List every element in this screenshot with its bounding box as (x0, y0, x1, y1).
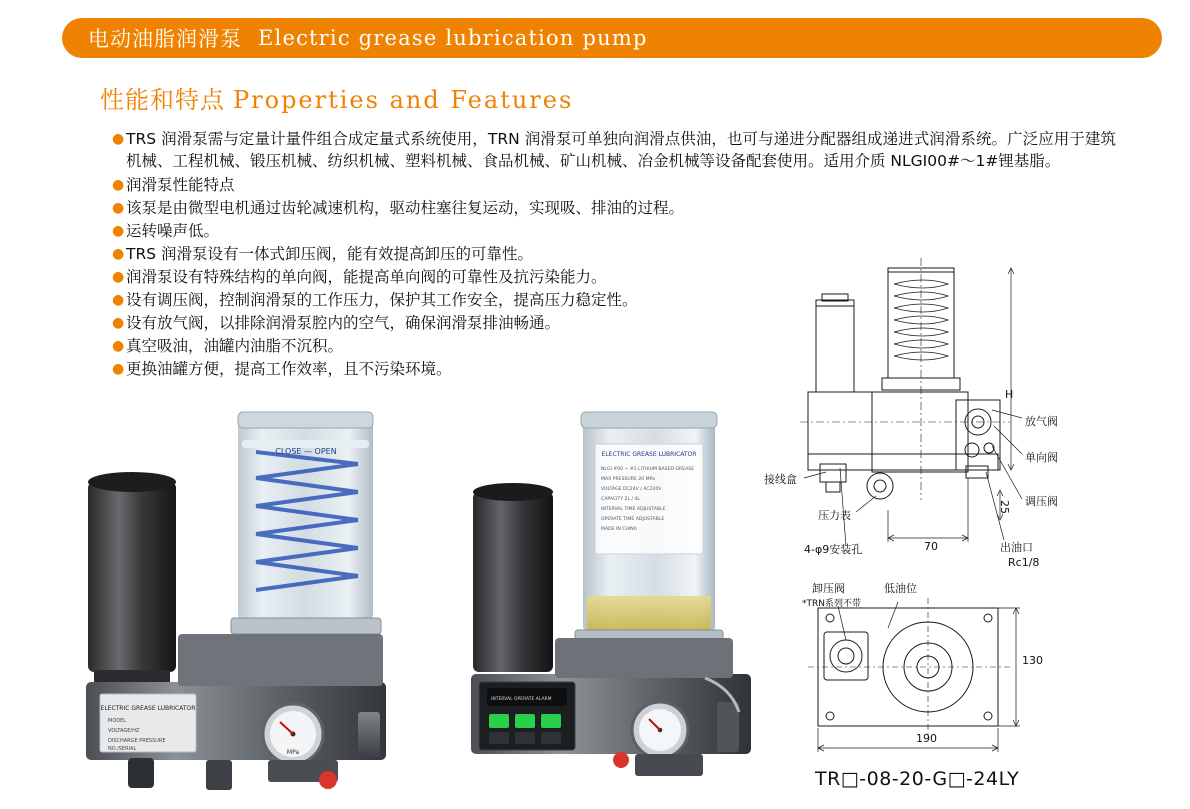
product-photo-trs (28, 382, 448, 792)
product-photo-trn (455, 382, 785, 792)
callout-thread-spec: Rc1/8 (1008, 556, 1040, 569)
svg-text:NO./SERIAL: NO./SERIAL (108, 746, 137, 752)
dimension-h: H (1005, 388, 1014, 401)
svg-text:INTERVAL OPERATE ALARM: INTERVAL OPERATE ALARM (491, 697, 552, 702)
bullet-icon: ● (112, 223, 125, 239)
list-item (96, 197, 1116, 219)
section-heading (100, 80, 573, 115)
svg-text:MADE IN CHINA: MADE IN CHINA (601, 527, 637, 532)
svg-text:MPa: MPa (286, 749, 300, 756)
header-title-english: Electric grease lubrication pump (258, 26, 648, 50)
list-item-label: 润滑泵性能特点 (126, 176, 235, 194)
dimension-190: 190 (916, 732, 937, 745)
svg-text:MAX PRESSURE 20 MPa: MAX PRESSURE 20 MPa (601, 477, 655, 482)
svg-text:CAPACITY 2L / 4L: CAPACITY 2L / 4L (601, 497, 640, 502)
list-item-label: 设有放气阀，以排除润滑泵腔内的空气，确保润滑泵排油畅通。 (126, 314, 561, 332)
bullet-icon: ● (112, 315, 125, 331)
list-item (96, 174, 1116, 196)
dimension-130: 130 (1022, 654, 1043, 667)
list-item-label: 更换油罐方便，提高工作效率，且不污染环境。 (126, 360, 452, 378)
bullet-icon: ● (112, 292, 125, 308)
model-code-label: TR□-08-20-G□-24LY (815, 768, 1020, 790)
svg-text:DISCHARGE PRESSURE: DISCHARGE PRESSURE (108, 738, 166, 744)
list-item-label: 设有调压阀，控制润滑泵的工作压力，保护其工作安全，提高压力稳定性。 (126, 291, 638, 309)
list-item-label: 运转噪声低。 (126, 222, 220, 240)
list-item-label: TRS 润滑泵设有一体式卸压阀，能有效提高卸压的可靠性。 (126, 245, 534, 263)
svg-text:OPERATE TIME ADJUSTABLE: OPERATE TIME ADJUSTABLE (601, 517, 665, 522)
section-heading-english: Properties and Features (233, 86, 574, 114)
svg-text:MODEL: MODEL (108, 718, 127, 724)
bullet-icon: ● (112, 200, 125, 216)
bullet-icon: ● (112, 361, 125, 377)
callout-terminal-box: 接线盒 (764, 473, 797, 486)
callout-low-level: 低油位 (884, 582, 917, 595)
section-heading-chinese: 性能和特点 (100, 86, 225, 114)
dimension-25: 25 (998, 500, 1011, 514)
callout-pressure-regulating-valve: 调压阀 (1025, 495, 1058, 508)
callout-relief-valve-note: *TRN系列不带 (802, 599, 861, 609)
bullet-icon: ● (112, 131, 125, 147)
callout-air-vent-valve: 放气阀 (1025, 415, 1058, 428)
list-item-label: 润滑泵设有特殊结构的单向阀，能提高单向阀的可靠性及抗污染能力。 (126, 268, 607, 286)
callout-oil-outlet: 出油口 (1000, 541, 1033, 554)
list-item-label: 该泵是由微型电机通过齿轮减速机构，驱动柱塞往复运动，实现吸、排油的过程。 (126, 199, 685, 217)
list-item-label: 真空吸油，油罐内油脂不沉积。 (126, 337, 344, 355)
svg-text:NLGI #00 ~ #1 LITHIUM BASED GR: NLGI #00 ~ #1 LITHIUM BASED GREASE (601, 467, 695, 472)
svg-text:ELECTRIC GREASE LUBRICATOR: ELECTRIC GREASE LUBRICATOR (601, 451, 697, 458)
intro-paragraph-text: TRS 润滑泵需与定量计量件组合成定量式系统使用，TRN 润滑泵可单独向润滑点供油，也可与递进分配器组成递进式润滑系统。广泛应用于建筑机械、工程机械、锻压机械、纺织机械、塑料机械、食品机械、矿山机械、冶金机械等设备配套使用。适用介质 NLGI00#～1#锂基脂。 (126, 130, 1116, 170)
list-item (96, 220, 1116, 242)
svg-text:VOLTAGE DC24V / AC220V: VOLTAGE DC24V / AC220V (601, 487, 662, 492)
header-title-chinese: 电动油脂润滑泵 (88, 27, 242, 51)
bullet-icon: ● (112, 246, 125, 262)
callout-check-valve: 单向阀 (1025, 451, 1058, 464)
bullet-icon: ● (112, 177, 125, 193)
svg-text:VOLTAGE/HZ: VOLTAGE/HZ (108, 728, 140, 734)
svg-text:INTERVAL TIME ADJUSTABLE: INTERVAL TIME ADJUSTABLE (601, 507, 666, 512)
svg-text:ELECTRIC GREASE LUBRICATOR: ELECTRIC GREASE LUBRICATOR (100, 705, 196, 712)
callout-relief-valve: 卸压阀 (812, 582, 845, 595)
callout-pressure-gauge: 压力表 (818, 509, 851, 522)
page-header-banner (62, 18, 1162, 58)
technical-drawing (760, 250, 1180, 800)
bullet-icon: ● (112, 269, 125, 285)
svg-text:CLOSE — OPEN: CLOSE — OPEN (275, 447, 337, 456)
intro-paragraph (96, 128, 1116, 172)
callout-mounting-holes: 4-φ9安装孔 (804, 543, 863, 556)
dimension-70: 70 (924, 540, 938, 553)
bullet-icon: ● (112, 338, 125, 354)
